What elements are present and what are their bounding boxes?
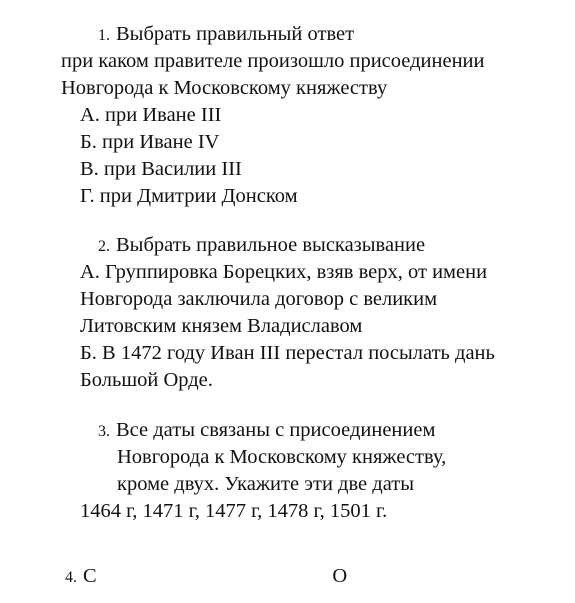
question-1-body-line-2: Новгорода к Московскому княжеству [61,77,388,99]
question-3-title-text: Все даты связаны с присоединением [116,419,436,441]
question-2-body-line-5: Большой Орде. [80,369,213,391]
question-2-title-text: Выбрать правильное высказывание [116,234,426,256]
question-1-body-line-1: при каком правителе произошло присоединении [61,50,485,72]
cutoff-line-text: С О [83,565,348,587]
question-3-body-line-2: кроме двух. Укажите эти две даты [117,473,414,495]
question-2-body-line-1: А. Группировка Борецких, взяв верх, от имени [80,261,488,283]
question-1-title-text: Выбрать правильный ответ [116,23,355,45]
question-1-option-b: Б. при Иване IV [80,131,220,153]
question-3-body-line-1: Новгорода к Московскому княжеству, [117,446,447,468]
question-3-title [98,417,435,445]
question-1-option-a: А. при Иване III [80,104,222,126]
question-3-number: 3. [98,423,110,440]
question-2-body-line-2: Новгорода заключила договор с великим [80,288,438,310]
question-3-dates: 1464 г, 1471 г, 1477 г, 1478 г, 1501 г. [80,500,388,522]
question-2-body-line-3: Литовским князем Владиславом [80,315,363,337]
cutoff-line-number: 4. [65,569,77,586]
cutoff-line-area [0,563,575,603]
question-1-option-d: Г. при Дмитрии Донском [80,185,298,207]
question-2-body-line-4: Б. В 1472 году Иван III перестал посылать дань [80,342,495,364]
question-1-number: 1. [98,27,110,44]
question-2-number: 2. [98,238,110,255]
question-1-option-c: В. при Василии III [80,158,242,180]
question-1-title [98,21,354,49]
cutoff-line [65,563,347,591]
question-2-title [98,232,425,260]
